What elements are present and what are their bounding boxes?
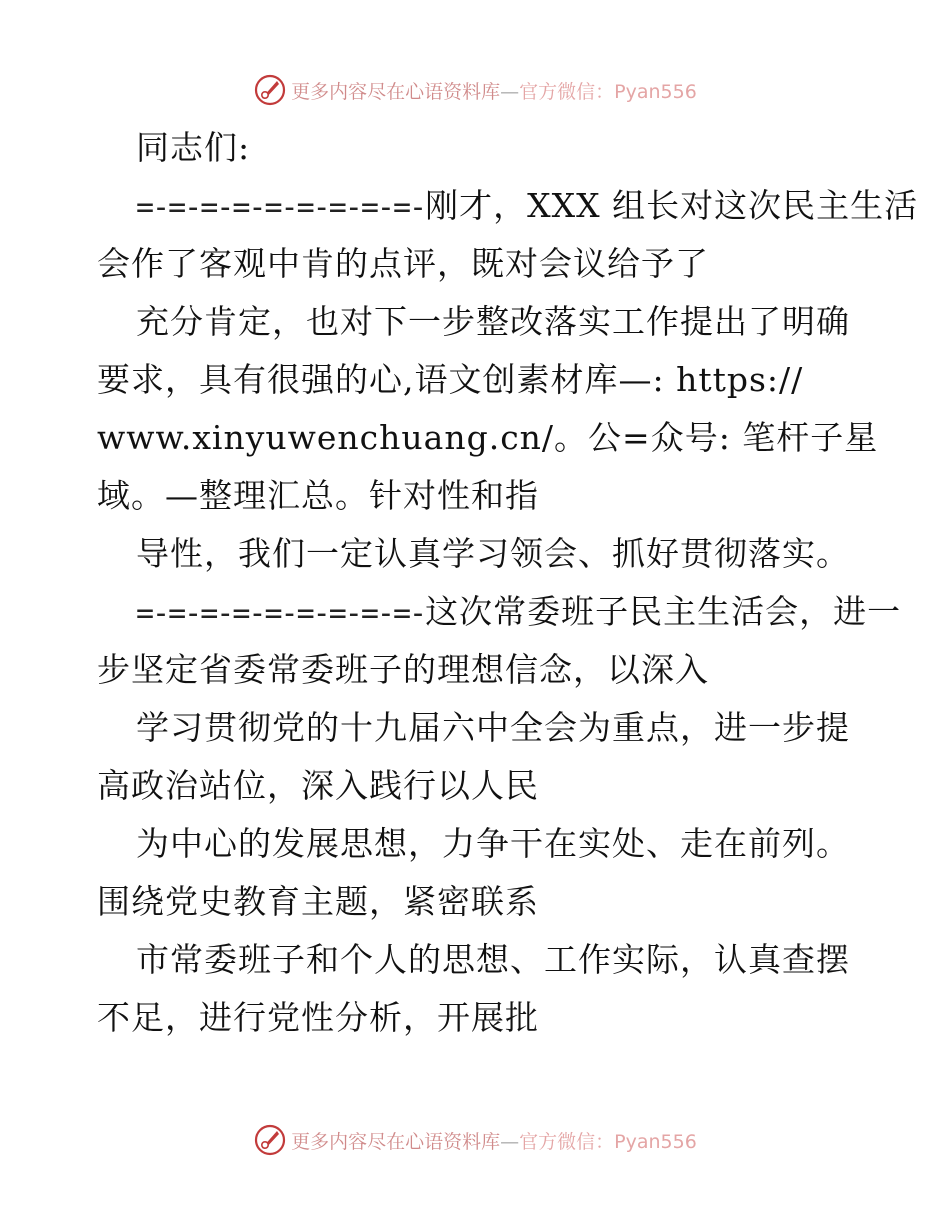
dash-separator: =-=-=-=-=-=-=-=-=- bbox=[136, 596, 426, 631]
paragraph-line: 充分肯定，也对下一步整改落实工作提出了明确 bbox=[136, 302, 850, 341]
paragraph-line: www.xinyuwenchuang.cn/。公=众号: 笔杆子星 bbox=[97, 418, 879, 457]
banner-text: 更多内容尽在心语资料库—官方微信：Pyan556 bbox=[291, 80, 697, 103]
paragraph-line: =-=-=-=-=-=-=-=-=-刚才，XXX 组长对这次民主生活 bbox=[136, 186, 919, 225]
dash-separator: =-=-=-=-=-=-=-=-=- bbox=[136, 190, 426, 225]
banner-text: 更多内容尽在心语资料库—官方微信：Pyan556 bbox=[291, 1130, 697, 1153]
paragraph-line: 市常委班子和个人的思想、工作实际，认真查摆 bbox=[136, 940, 850, 979]
paragraph-line: 不足，进行党性分析，开展批 bbox=[97, 998, 539, 1037]
paragraph-line: 导性，我们一定认真学习领会、抓好贯彻落实。 bbox=[136, 534, 850, 573]
paragraph-line: =-=-=-=-=-=-=-=-=-这次常委班子民主生活会，进一 bbox=[136, 592, 902, 631]
header-banner bbox=[0, 72, 950, 108]
paragraph-line: 会作了客观中肯的点评，既对会议给予了 bbox=[97, 244, 709, 283]
quill-logo-icon bbox=[253, 73, 287, 107]
paragraph-line: 高政治站位，深入践行以人民 bbox=[97, 766, 539, 805]
paragraph-line: 为中心的发展思想，力争干在实处、走在前列。 bbox=[136, 824, 850, 863]
footer-banner bbox=[0, 1122, 950, 1158]
greeting: 同志们: bbox=[136, 128, 251, 167]
quill-logo-icon bbox=[253, 1123, 287, 1157]
paragraph-line: 围绕党史教育主题，紧密联系 bbox=[97, 882, 539, 921]
paragraph-line: 学习贯彻党的十九届六中全会为重点，进一步提 bbox=[136, 708, 850, 747]
paragraph-line: 要求，具有很强的心,语文创素材库—: https:// bbox=[97, 360, 804, 399]
paragraph-line: 步坚定省委常委班子的理想信念，以深入 bbox=[97, 650, 709, 689]
paragraph-line: 域。—整理汇总。针对性和指 bbox=[97, 476, 539, 515]
